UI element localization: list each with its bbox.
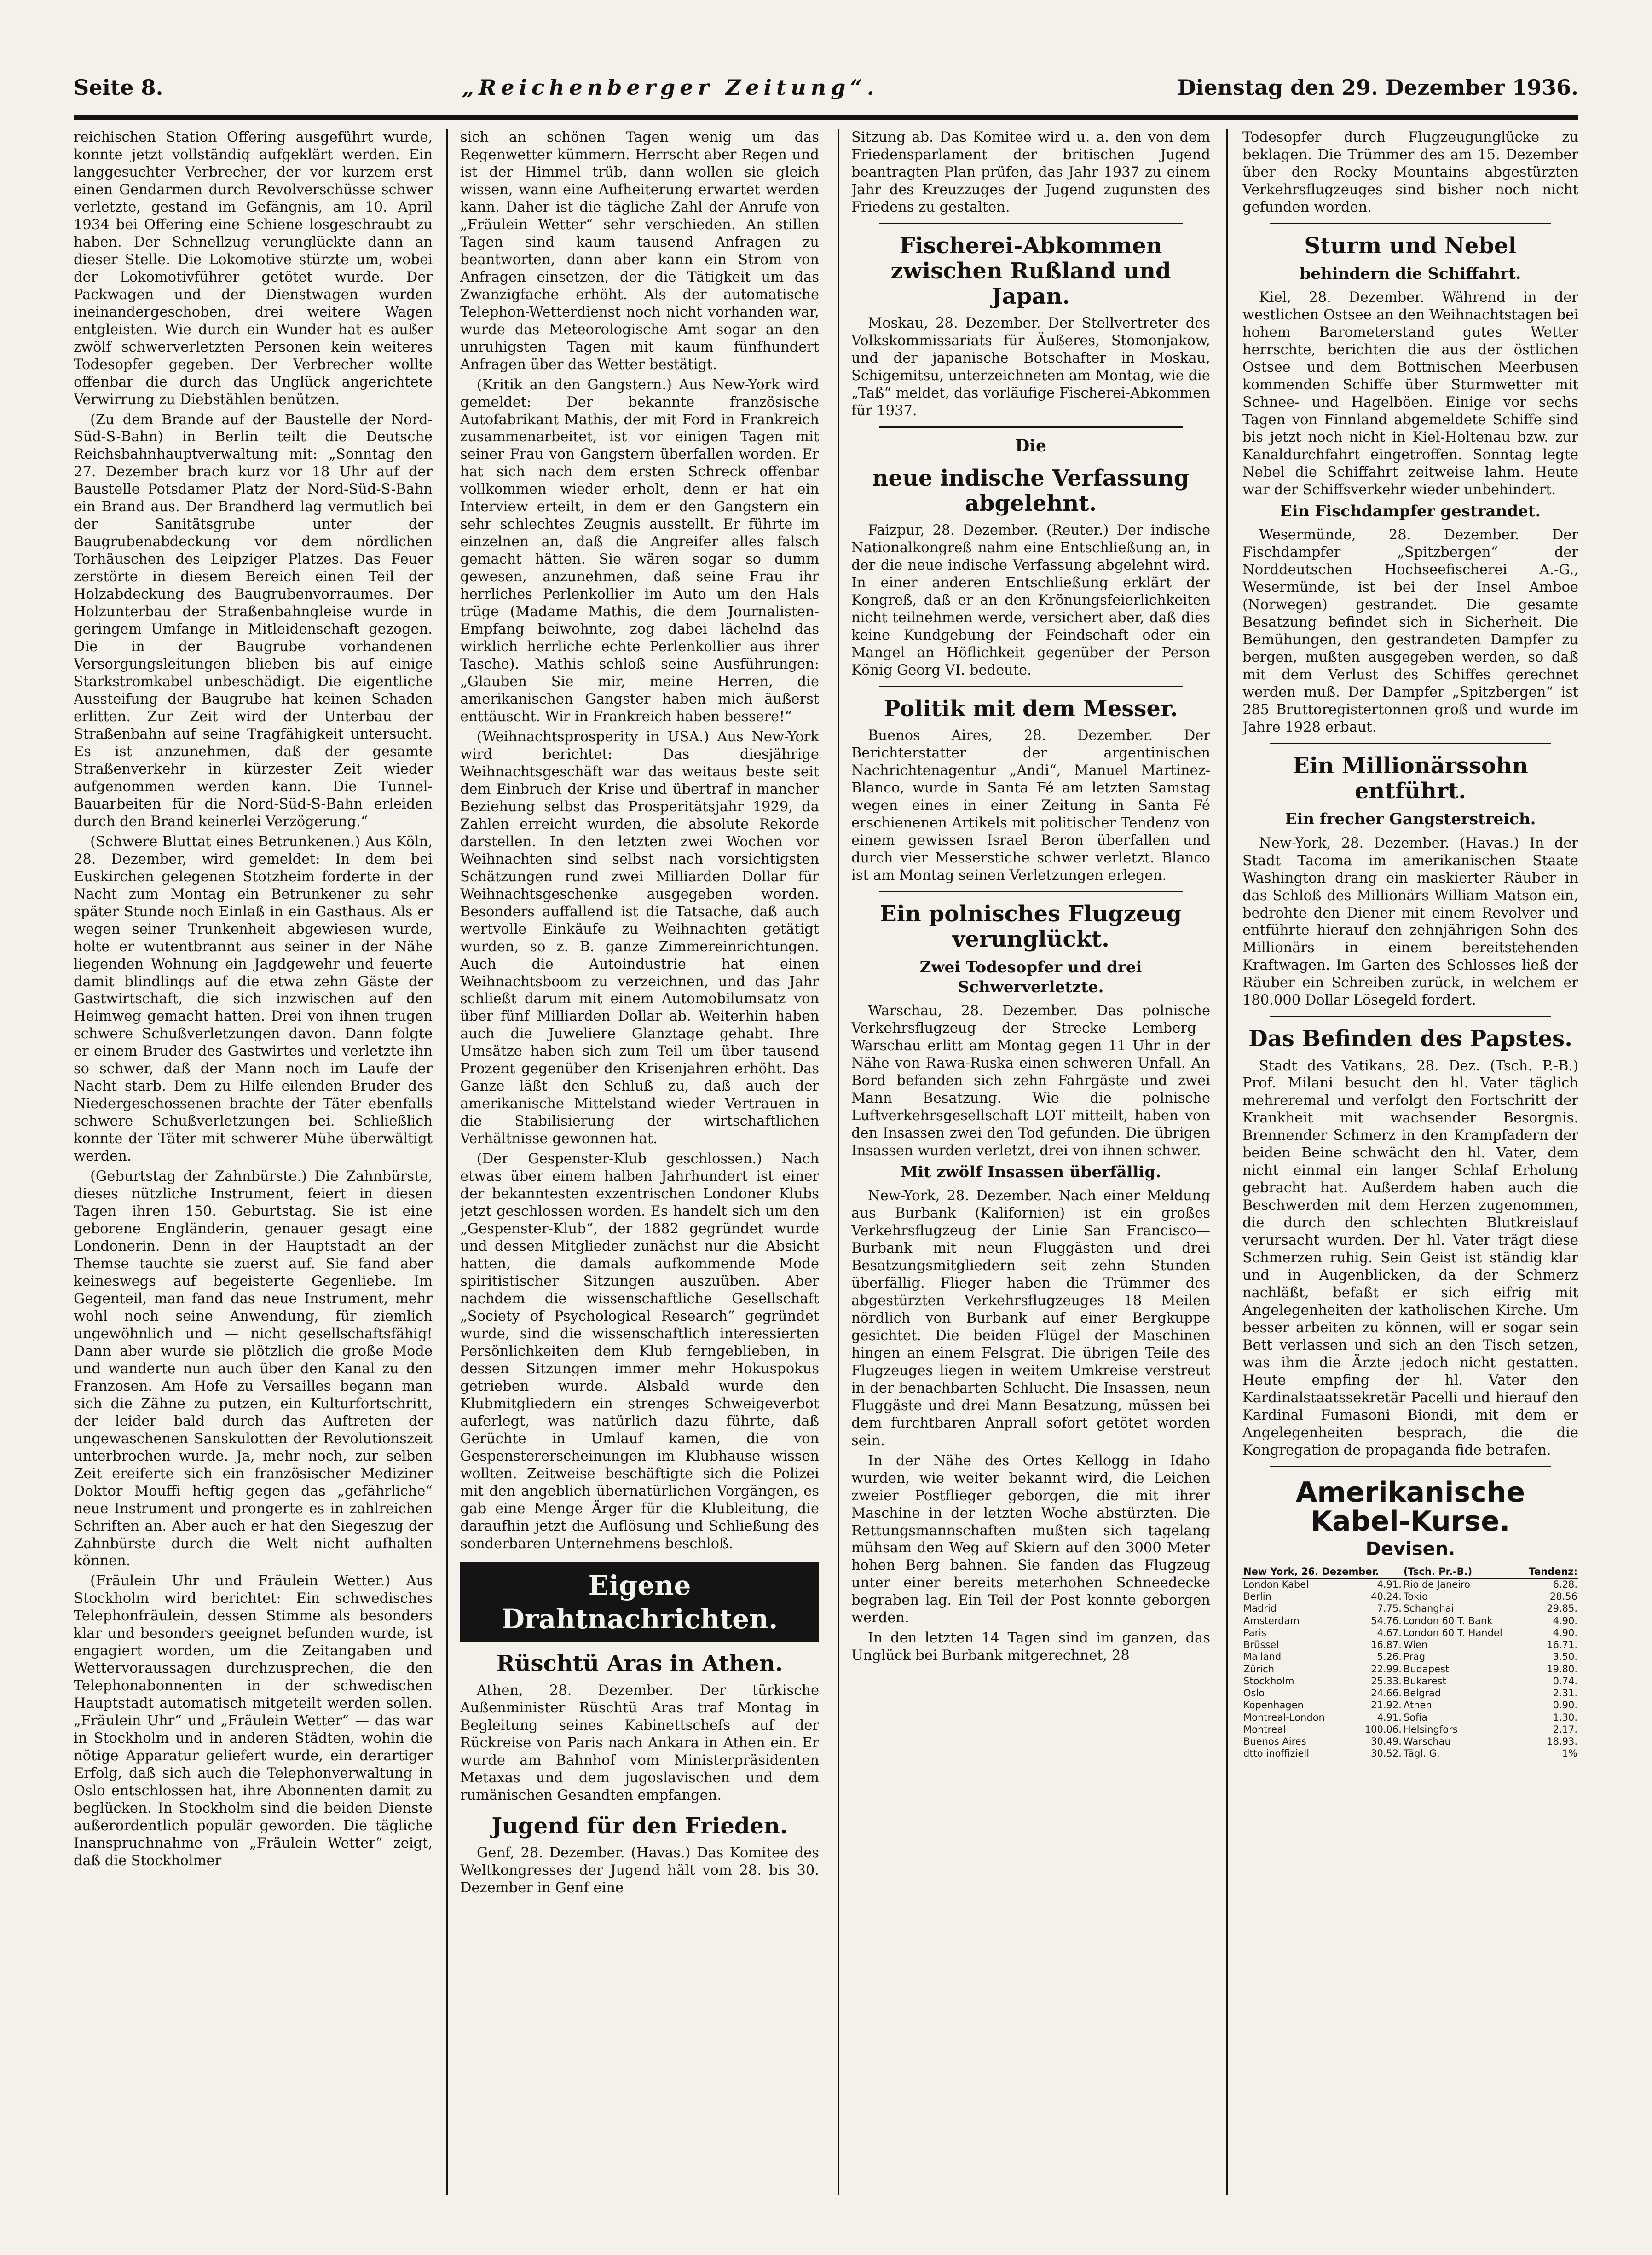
page-number: Seite 8. xyxy=(74,75,163,100)
table-cell: 4.90. xyxy=(1553,1627,1577,1638)
table-cell: 30.52. xyxy=(1371,1748,1402,1759)
article-paragraph: Warschau, 28. Dezember. Das polnische Verkehrsflugzeug der Strecke Lemberg—Warschau erlitt am Montag gegen 11 Uhr in der Nähe von Rawa-Ruska einen schweren Unfall. An Bord befanden sich zehn Fahrgäste und zwei Mann Besatzung. Wie die polnische Luftverkehrsgesellschaft LOT mitteilt, haben von den Insassen zwei den Tod gefunden. Die übrigen Insassen wurden verletzt, drei von ihnen schwer. xyxy=(851,1003,1210,1159)
masthead-title: „Reichenberger Zeitung“. xyxy=(462,75,879,100)
article-paragraph: Stadt des Vatikans, 28. Dez. (Tsch. P.-B.) Prof. Milani besucht den hl. Vater täglich mehreremal und verfolgt den Fortschritt der Krankheit mit wachsender Besorgnis. Brennender Schmerz in den Krampfadern der beiden Beine schwächt den hl. Vater, dem nicht einmal ein langer Schlaf Erholung gebracht hat. Außerdem haben auch die Beschwerden mit dem Herzen zugenommen, die durch den schlechten Blutkreislauf verursacht wurden. Der hl. Vater trägt diese Schmerzen ruhig. Sein Geist ist ständig klar und in Augenblicken, da der Schmerz nachläßt, befaßt er sich eifrig mit Angelegenheiten der katholischen Kirche. Um besser arbeiten zu können, will er sogar sein Bett verlassen und sich an den Tisch setzen, was ihm die Ärzte jedoch nicht gestatten. Heute empfing der hl. Vater den Kardinalstaatssekretär Pacelli und hierauf den Kardinal Fumasoni Biondi, mit dem er Angelegenheiten besprach, die die Kongregation de propaganda fide betrafen. xyxy=(1242,1058,1578,1458)
table-cell: 29.85. xyxy=(1547,1603,1577,1614)
table-body xyxy=(1242,1578,1578,1760)
table-cell: Tokio xyxy=(1403,1591,1428,1602)
table-cell: Budapest xyxy=(1403,1663,1450,1675)
table-row xyxy=(1242,1675,1578,1687)
table-row xyxy=(1242,1590,1578,1602)
table-cell: 4.91. xyxy=(1377,1711,1402,1723)
table-cell: Montreal xyxy=(1243,1723,1286,1735)
issue-date: Dienstag den 29. Dezember 1936. xyxy=(1177,75,1578,100)
table-row xyxy=(1242,1602,1578,1614)
table-cell: Warschau xyxy=(1403,1736,1451,1747)
table-cell: London 60 T. Bank xyxy=(1403,1615,1493,1626)
section-banner-wire-news: Eigene Drahtnachrichten. xyxy=(460,1562,819,1642)
table-cell: 54.76. xyxy=(1371,1615,1402,1626)
table-cell: 2.31. xyxy=(1553,1688,1577,1699)
page-header xyxy=(74,60,1578,115)
article-paragraph: Genf, 28. Dezember. (Havas.) Das Komitee des Weltkongresses der Jugend hält vom 28. bis 30. Dezember in Genf eine xyxy=(460,1845,819,1896)
subheadline: Ein frecher Gangsterstreich. xyxy=(1285,810,1536,829)
article-paragraph: reichischen Station Offering ausgeführt wurde, konnte jetzt vollständig aufgeklärt werden. Ein langgesuchter Verbrecher, der vor kurzem erst einen Gendarmen durch Revolverschüsse schwer verletzte, gestand im Gefängnis, am 10. April 1934 bei Offering eine Schiene losgeschraubt zu haben. Der Schnellzug verunglückte dann an dieser Stelle. Die Lokomotive stürzte um, wobei der Lokomotivführer getötet wurde. Der Packwagen und der Dienstwagen wurden ineinandergeschoben, drei weitere Wagen entgleisten. Wie durch ein Wunder hat es außer zwölf schwerverletzten Personen kein weiteres Todesopfer gegeben. Der Verbrecher wollte offenbar die durch das Unglück angerichtete Verwirrung zu Diebstählen benützen. xyxy=(74,129,433,408)
table-cell: 2.17. xyxy=(1553,1723,1577,1735)
table-cell: Mailand xyxy=(1243,1651,1282,1663)
table-cell: 5.26. xyxy=(1377,1651,1402,1663)
article-paragraph: (Kritik an den Gangstern.) Aus New-York wird gemeldet: Der bekannte französische Autofabrikant Mathis, der mit Ford in Frankreich zusammenarbeitet, ist vor einigen Tagen mit seiner Frau von Gangstern überfallen worden. Er hat sich nach dem ersten Schreck offenbar vollkommen wieder erholt, denn er hat ein Interview erteilt, in dem er den Gangstern ein sehr schlechtes Zeugnis ausstellt. Er führte im einzelnen an, daß die Angreifer alles falsch gemacht hätten. Sie wären sogar so dumm gewesen, anzunehmen, daß seine Frau ihr herrliches Perlenkollier im Auto um den Hals trüge (Madame Mathis, die dem Journalisten-Empfang beiwohnte, zog dabei lächelnd das wirklich herrliche echte Perlenkollier aus ihrer Tasche). Mathis schloß seine Ausführungen: „Glauben Sie mir, meine Herren, die amerikanischen Gangster haben mich äußerst enttäuscht. Wir in Frankreich haben bessere!“ xyxy=(460,376,819,725)
table-cell: Buenos Aires xyxy=(1243,1736,1306,1747)
table-cell: 25.33. xyxy=(1371,1675,1402,1687)
article-paragraph: New-York, 28. Dezember. Nach einer Meldung aus Burbank (Kalifornien) ist ein großes Verkehrsflugzeug der Linie San Francisco—Burbank mit neun Fluggästen und drei Besatzungsmitgliedern seit zehn Stunden überfällig. Flieger haben die Trümmer des abgestürzten Verkehrsflugzeuges 18 Meilen nördlich von Burbank auf einer Bergkuppe gesichtet. Die beiden Flügel der Maschinen hingen an einem Felsgrat. Die übrigen Teile des Flugzeuges liegen in weitem Umkreise verstreut in der benachbarten Schlucht. Die Insassen, neun Fluggäste und drei Mann Besatzung, müssen bei dem furchtbaren Anprall sofort getötet worden sein. xyxy=(851,1188,1210,1449)
article-paragraph: Buenos Aires, 28. Dezember. Der Berichterstatter der argentinischen Nachrichtenagentur „Andi“, Manuel Martinez-Blanco, wurde in Santa Fé am letzten Samstag wegen eines in einer Zeitung in Santa Fé erschienenen Artikels mit politischer Tendenz von einem gewissen Israel Beron überfallen und durch vier Messerstiche schwer verletzt. Blanco ist am Montag seinen Verletzungen erlegen. xyxy=(851,728,1210,884)
article-paragraph: Todesopfer durch Flugzeugunglücke zu beklagen. Die Trümmer des am 15. Dezember über den Rocky Mountains abgestürzten Verkehrsflugzeuges sind bisher noch nicht gefunden worden. xyxy=(1242,129,1578,215)
article-divider xyxy=(879,426,1183,428)
table-cell: 1.30. xyxy=(1553,1711,1577,1723)
table-cell: 0.74. xyxy=(1553,1675,1577,1687)
subheadline: Mit zwölf Insassen überfällig. xyxy=(900,1162,1161,1181)
article-divider xyxy=(879,223,1183,224)
table-row xyxy=(1242,1723,1578,1735)
table-header-cell: Tendenz: xyxy=(1519,1566,1578,1578)
table-cell: 16.71. xyxy=(1547,1639,1577,1651)
article-divider xyxy=(1270,1016,1551,1017)
table-row xyxy=(1242,1735,1578,1747)
table-row xyxy=(1242,1615,1578,1627)
table-cell: Prag xyxy=(1403,1651,1426,1663)
table-cell: 18.93. xyxy=(1547,1736,1577,1747)
table-header-cell: New York, 26. Dezember. xyxy=(1242,1566,1403,1578)
headline: Ein polnisches Flugzeug verunglückt. xyxy=(880,901,1182,953)
column-2 xyxy=(460,129,819,2195)
table-cell: Amsterdam xyxy=(1243,1615,1300,1626)
table-row xyxy=(1242,1711,1578,1723)
article-paragraph: sich an schönen Tagen wenig um das Regenwetter kümmern. Herrscht aber Regen und ist der Himmel trüb, dann wollen sie gleich wissen, wann eine Aufheiterung erwartet werden kann. Daher ist die tägliche Zahl der Anrufe von „Fräulein Wetter“ sehr verschieden. An stillen Tagen sind kaum tausend Anfragen zu beantworten, dann aber kann ein Strom von Anfragen einsetzen, der die Tätigkeit um das Zwanzigfache erhöht. Als der automatische Telephon-Wetterdienst noch nicht vorhanden war, wurde das Meteorologische Amt sogar an den unruhigsten Tagen mit kaum fünfhundert Anfragen über das Wetter bestätigt. xyxy=(460,129,819,373)
headline: Politik mit dem Messer. xyxy=(884,696,1178,722)
exchange-rates-table xyxy=(1242,1566,1578,1760)
article-paragraph: Kiel, 28. Dezember. Während in der westlichen Ostsee an den Weihnachtstagen bei hohem Barometerstand gutes Wetter herrschte, berichten die aus der östlichen Ostsee und dem Bottnischen Meerbusen kommenden Schiffe über Sturmwetter mit Schnee- und Hagelböen. Einige vor sechs Tagen von Finnland abgemeldete Schiffe sind bis jetzt noch nicht in Kiel-Holtenau bzw. zur Kanaldurchfahrt eingetroffen. Sonntag legte Nebel die Schiffahrt zeitweise lahm. Heute war der Schiffsverkehr wieder unbehindert. xyxy=(1242,289,1578,498)
subheadline: Zwei Todesopfer und drei Schwerverletzte. xyxy=(919,958,1142,996)
table-cell: 22.99. xyxy=(1371,1663,1402,1675)
headline-kicker: Die xyxy=(1015,436,1046,456)
article-divider xyxy=(879,686,1183,687)
article-paragraph: (Der Gespenster-Klub geschlossen.) Nach etwas über einem halben Jahrhundert ist einer der bekanntesten exzentrischen Londoner Klubs jetzt geschlossen worden. Es handelt sich um den „Gespenster-Klub“, der 1882 gegründet wurde und dessen Mitglieder zunächst nur die Absicht hatten, die damals aufkommende Mode spiritistischer Sitzungen auszuüben. Aber nachdem die wissenschaftliche Gesellschaft „Society of Psychological Research“ gegründet wurde, sind die wissenschaftlich interessierten Persönlichkeiten dem Klub ferngeblieben, in dessen Sitzungen immer mehr Hokuspokus getrieben wurde. Alsbald wurde den Klubmitgliedern ein strenges Schweigeverbot auferlegt, was natürlich dazu führte, daß Gerüchte in Umlauf kamen, die von Gespenstererscheinungen im Klubhause wissen wollten. Zeitweise beschäftigte sich die Polizei mit den angeblich übernatürlichen Vorgängen, es gab eine Menge Ärger für die Klubleitung, die daraufhin jetzt die Auflösung und Schließung des sonderbaren Unternehmens beschloß. xyxy=(460,1151,819,1552)
article-paragraph: Wesermünde, 28. Dezember. Der Fischdampfer „Spitzbergen“ der Norddeutschen Hochseefischerei A.-G., Wesermünde, ist bei der Insel Amboe (Norwegen) gestrandet. Die gesamte Besatzung befindet sich in Sicherheit. Die Bemühungen, den gestrandeten Dampfer zu bergen, mußten ausgegeben werden, so daß mit dem Verlust des Schiffes gerechnet werden muß. Der Dampfer „Spitzbergen“ ist 285 Bruttoregistertonnen groß und wurde im Jahre 1928 erbaut. xyxy=(1242,527,1578,735)
article-divider xyxy=(1270,743,1551,744)
table-cell: 4.90. xyxy=(1553,1615,1577,1626)
column-3 xyxy=(851,129,1210,2195)
column-4 xyxy=(1242,129,1578,2195)
table-cell: 40.24. xyxy=(1371,1591,1402,1602)
column-rule xyxy=(838,129,839,2195)
article-divider xyxy=(1270,1466,1551,1467)
subheadline: Ein Fischdampfer gestrandet. xyxy=(1280,502,1541,520)
newspaper-page xyxy=(74,60,1578,2195)
table-cell: 4.91. xyxy=(1377,1578,1402,1590)
table-row xyxy=(1242,1651,1578,1663)
headline: Das Befinden des Papstes. xyxy=(1248,1026,1572,1052)
headline: Ein Millionärssohn entführt. xyxy=(1293,752,1528,804)
header-rule xyxy=(74,115,1578,120)
table-cell: 19.80. xyxy=(1547,1663,1577,1675)
article-paragraph: (Fräulein Uhr und Fräulein Wetter.) Aus Stockholm wird berichtet: Ein schwedisches Telephonfräulein, dessen Stimme als besonders klar und besonders geeignet befunden wurde, ist engagiert worden, um die Zeitangaben und Wettervoraussagen durchzusprechen, die den Telephonabonnenten in der schwedischen Hauptstadt automatisch mitgeteilt werden sollen. „Fräulein Uhr“ und „Fräulein Wetter“ — das war in Stockholm und in anderen Städten, wohin die nötige Apparatur geliefert wurde, ein derartiger Erfolg, daß sich auch die Telephonverwaltung in Oslo entschlossen hat, ihre Abonnenten damit zu beglücken. In Stockholm sind die beiden Dienste außerordentlich populär geworden. Die tägliche Inanspruchnahme von „Fräulein Wetter“ zeigt, daß die Stockholmer xyxy=(74,1573,433,1869)
article-paragraph: (Schwere Bluttat eines Betrunkenen.) Aus Köln, 28. Dezember, wird gemeldet: In dem bei Euskirchen gelegenen Stotzheim forderte in der Nacht zum Montag ein Betrunkener zu sehr später Stunde noch Einlaß in ein Gasthaus. Als er wegen seiner Trunkenheit abgewiesen wurde, holte er wutentbrannt aus seiner in der Nähe liegenden Wohnung ein Jagdgewehr und feuerte damit blindlings auf die etwa zehn Gäste der Gastwirtschaft, die sich inzwischen auf den Heimweg gemacht hatten. Drei von ihnen trugen schwere Schußverletzungen davon. Dann folgte er einem Bruder des Gastwirtes und verletzte ihn so schwer, daß der Mann noch im Laufe der Nacht starb. Dem zu Hilfe eilenden Bruder des Niedergeschossenen brachte der Täter ebenfalls schwere Schußverletzungen bei. Schließlich konnte der Täter mit schwerer Mühe überwältigt werden. xyxy=(74,833,433,1165)
article-paragraph: In den letzten 14 Tagen sind im ganzen, das Unglück bei Burbank mitgerechnet, 28 xyxy=(851,1630,1210,1664)
table-row xyxy=(1242,1663,1578,1675)
table-row xyxy=(1242,1687,1578,1699)
table-cell: 28.56 xyxy=(1549,1591,1577,1602)
article-divider xyxy=(879,891,1183,892)
headline: Rüschtü Aras in Athen. xyxy=(496,1650,783,1677)
table-cell: Paris xyxy=(1243,1627,1266,1638)
table-cell: 16.87. xyxy=(1371,1639,1402,1651)
article-paragraph: (Zu dem Brande auf der Baustelle der Nord-Süd-S-Bahn) in Berlin teilt die Deutsche Reichsbahnhauptverwaltung mit: „Sonntag den 27. Dezember brach kurz vor 18 Uhr auf der Baustelle Potsdamer Platz der Nord-Süd-S-Bahn ein Brand aus. Der Brandherd lag vermutlich bei der Sanitätsgrube unter der Baugrubenabdeckung vor dem nördlichen Torhäuschen des Leipziger Platzes. Das Feuer zerstörte in diesem Bereich einen Teil der Holzabdeckung des Baugrubenvorraumes. Der Holzunterbau der Straßenbahngleise wurde in geringem Umfange in Mitleidenschaft gezogen. Die in der Baugrube vorhandenen Versorgungsleitungen blieben bis auf einige Starkstromkabel unbeschädigt. Die eigentliche Aussteifung der Baugrube hat keinen Schaden erlitten. Zur Zeit wird der Unterbau der Straßenbahn auf seine Tragfähigkeit untersucht. Es ist anzunehmen, daß der gesamte Straßenverkehr in kürzester Zeit wieder aufgenommen werden kann. Die Tunnel-Bauarbeiten für die Nord-Süd-S-Bahn erleiden durch den Brand keinerlei Verzögerung.“ xyxy=(74,411,433,830)
table-cell: 24.66. xyxy=(1371,1688,1402,1699)
article-paragraph: New-York, 28. Dezember. (Havas.) In der Stadt Tacoma im amerikanischen Staate Washington drang ein maskierter Räuber in das Schloß des Millionärs William Matson ein, bedrohte den Diener mit einem Revolver und entführte hierauf den zehnjährigen Sohn des Millionärs in einem bereitstehenden Kraftwagen. Im Garten des Schlosses ließ der Räuber ein Schreiben zurück, in welchem er 180.000 Dollar Lösegeld fordert. xyxy=(1242,835,1578,1009)
table-cell: 7.75. xyxy=(1377,1603,1402,1614)
table-cell: Wien xyxy=(1403,1639,1428,1651)
table-cell: Stockholm xyxy=(1243,1675,1294,1687)
table-cell: Helsingfors xyxy=(1403,1723,1458,1735)
table-cell: 4.67. xyxy=(1377,1627,1402,1638)
table-row xyxy=(1242,1747,1578,1759)
table-header-cell: (Tsch. Pr.-B.) xyxy=(1403,1566,1520,1578)
table-cell: Schanghai xyxy=(1403,1603,1454,1614)
table-cell: Bukarest xyxy=(1403,1675,1446,1687)
table-row xyxy=(1242,1627,1578,1639)
table-cell: Athen xyxy=(1403,1700,1432,1711)
table-row xyxy=(1242,1578,1578,1590)
article-paragraph: Sitzung ab. Das Komitee wird u. a. den von dem Friedensparlament der britischen Jugend beantragten Plan prüfen, das Jahr 1937 zu einem Jahr des Kreuzzuges der Jugend zugunsten des Friedens zu gestalten. xyxy=(851,129,1210,215)
table-row xyxy=(1242,1639,1578,1651)
table-cell: dtto inoffiziell xyxy=(1243,1748,1310,1759)
table-cell: London 60 T. Handel xyxy=(1403,1627,1502,1638)
table-cell: 100.06. xyxy=(1364,1723,1402,1735)
subheadline: behindern die Schiffahrt. xyxy=(1300,265,1521,283)
table-cell: Oslo xyxy=(1243,1688,1265,1699)
article-paragraph: In der Nähe des Ortes Kellogg in Idaho wurden, wie weiter bekannt wird, die Leichen zweier Postflieger geborgen, die mit ihrer Maschine in der letzten Woche abstürzten. Die Rettungsmannschaften mußten sich tagelang mühsam den Weg auf Skiern auf den 3000 Meter hohen Berg bahnen. Sie fanden das Flugzeug unter einer bereits meterhohen Schneedecke begraben lag. Ein Teil der Post konnte geborgen werden. xyxy=(851,1452,1210,1626)
table-cell: Tägl. G. xyxy=(1403,1748,1440,1759)
table-cell: Berlin xyxy=(1243,1591,1271,1602)
table-cell: Zürich xyxy=(1243,1663,1275,1675)
table-cell: Montreal-London xyxy=(1243,1711,1325,1723)
table-cell: 6.28. xyxy=(1553,1578,1577,1590)
column-1 xyxy=(74,129,433,2195)
table-cell: Brüssel xyxy=(1243,1639,1279,1651)
table-cell: Belgrad xyxy=(1403,1688,1441,1699)
article-paragraph: Faizpur, 28. Dezember. (Reuter.) Der indische Nationalkongreß nahm eine Entschließung an, in der die neue indische Verfassung abgelehnt wird. In einer anderen Entschließung erklärt der Kongreß, daß er an den Krönungsfeierlichkeiten nicht teilnehmen werde, versichert aber, daß dies keine Kundgebung der Feindschaft oder ein Mangel an Höflichkeit gegenüber der Person König Georg VI. bedeute. xyxy=(851,522,1210,679)
table-cell: 21.92. xyxy=(1371,1700,1402,1711)
article-paragraph: Athen, 28. Dezember. Der türkische Außenminister Rüschtü Aras traf Montag in Begleitung seines Kabinettschefs auf der Rückreise von Paris nach Ankara in Athen ein. Er wurde am Bahnhof vom Ministerpräsidenten Metaxas und dem jugoslavischen und dem rumänischen Gesandten empfangen. xyxy=(460,1683,819,1804)
exchange-rates-subtitle: Devisen. xyxy=(1365,1538,1456,1560)
headline: Jugend für den Frieden. xyxy=(491,1813,788,1839)
column-rule xyxy=(1226,129,1228,2195)
table-header-row xyxy=(1242,1566,1578,1578)
table-cell: 3.50. xyxy=(1553,1651,1577,1663)
table-cell: 30.49. xyxy=(1371,1736,1402,1747)
table-cell: 0.90. xyxy=(1553,1700,1577,1711)
table-cell: Kopenhagen xyxy=(1243,1700,1304,1711)
exchange-rates-banner: Amerikanische Kabel-Kurse. xyxy=(1295,1476,1525,1538)
column-rule xyxy=(446,129,448,2195)
article-paragraph: (Weihnachtsprosperity in USA.) Aus New-York wird berichtet: Das diesjährige Weihnachtsgeschäft war das weitaus beste seit dem Einbruch der Krise und übertraf in mancher Beziehung selbst das Prosperitätsjahr 1929, da Zahlen erreicht wurden, die absolute Rekorde darstellen. In den letzten zwei Wochen vor Weihnachten sind selbst nach vorsichtigsten Schätzungen rund zwei Milliarden Dollar für Weihnachtsgeschenke ausgegeben worden. Besonders auffallend ist die Tatsache, daß auch wertvolle Einkäufe zu Weihnachten getätigt wurden, so z. B. ganze Zimmereinrichtungen. Auch die Autoindustrie hat einen Weihnachtsboom zu verzeichnen, und das Jahr schließt darum mit einem Automobilumsatz von über fünf Milliarden Dollar ab. Weiterhin haben auch die Juweliere Glanztage gehabt. Ihre Umsätze haben sich zum Teil um über tausend Prozent gegenüber den Krisenjahren erhöht. Das Ganze läßt den Schluß zu, daß auch der amerikanische Mittelstand wieder Vertrauen in die Stabilisierung der wirtschaftlichen Verhältnisse gewonnen hat. xyxy=(460,729,819,1147)
article-paragraph: (Geburtstag der Zahnbürste.) Die Zahnbürste, dieses nützliche Instrument, feiert in diesen Tagen ihren 150. Geburtstag. Sie ist eine geborene Engländerin, genauer gesagt eine Londonerin. Denn in der Hauptstadt an der Themse tauchte sie zuerst auf. Sie fand aber keineswegs auf begeisterte Gegenliebe. Im Gegenteil, man fand das neue Instrument, mehr wohl noch seine Anwendung, für ziemlich ungewöhnlich und — nicht gesellschaftsfähig! Dann aber wurde sie plötzlich die große Mode und wanderte nun auch über den Kanal zu den Franzosen. Am Hofe zu Versailles begann man sich die Zähne zu putzen, ein Kulturfortschritt, der leider bald durch das Auftreten der ungewaschenen Sanskulotten der Revolutionszeit unterbrochen wurde. Ja, mehr noch, zur selben Zeit ereiferte sich ein französischer Mediziner Doktor Mouffi heftig gegen das „gefährliche“ neue Instrument und prongerte es in zahlreichen Schriften an. Aber auch er hat den Siegeszug der Zahnbürste durch die Welt nicht aufhalten können. xyxy=(74,1168,433,1569)
article-paragraph: Moskau, 28. Dezember. Der Stellvertreter des Volkskommissariats für Äußeres, Stomonjakow, und der japanische Botschafter in Moskau, Schigemitsu, unterzeichneten am Montag, wie die „Taß“ meldet, das vorläufige Fischerei-Abkommen für 1937. xyxy=(851,315,1210,419)
headline: neue indische Verfassung abgelehnt. xyxy=(872,465,1190,517)
table-row xyxy=(1242,1699,1578,1711)
table-cell: Rio de Janeiro xyxy=(1403,1578,1470,1590)
headline: Fischerei-Abkommen zwischen Rußland und Japan. xyxy=(890,232,1171,310)
article-divider xyxy=(1270,223,1551,224)
headline: Sturm und Nebel xyxy=(1304,232,1517,259)
table-cell: 1% xyxy=(1562,1748,1577,1759)
table-cell: Madrid xyxy=(1243,1603,1277,1614)
table-cell: Sofia xyxy=(1403,1711,1428,1723)
table-cell: London Kabel xyxy=(1243,1578,1309,1590)
